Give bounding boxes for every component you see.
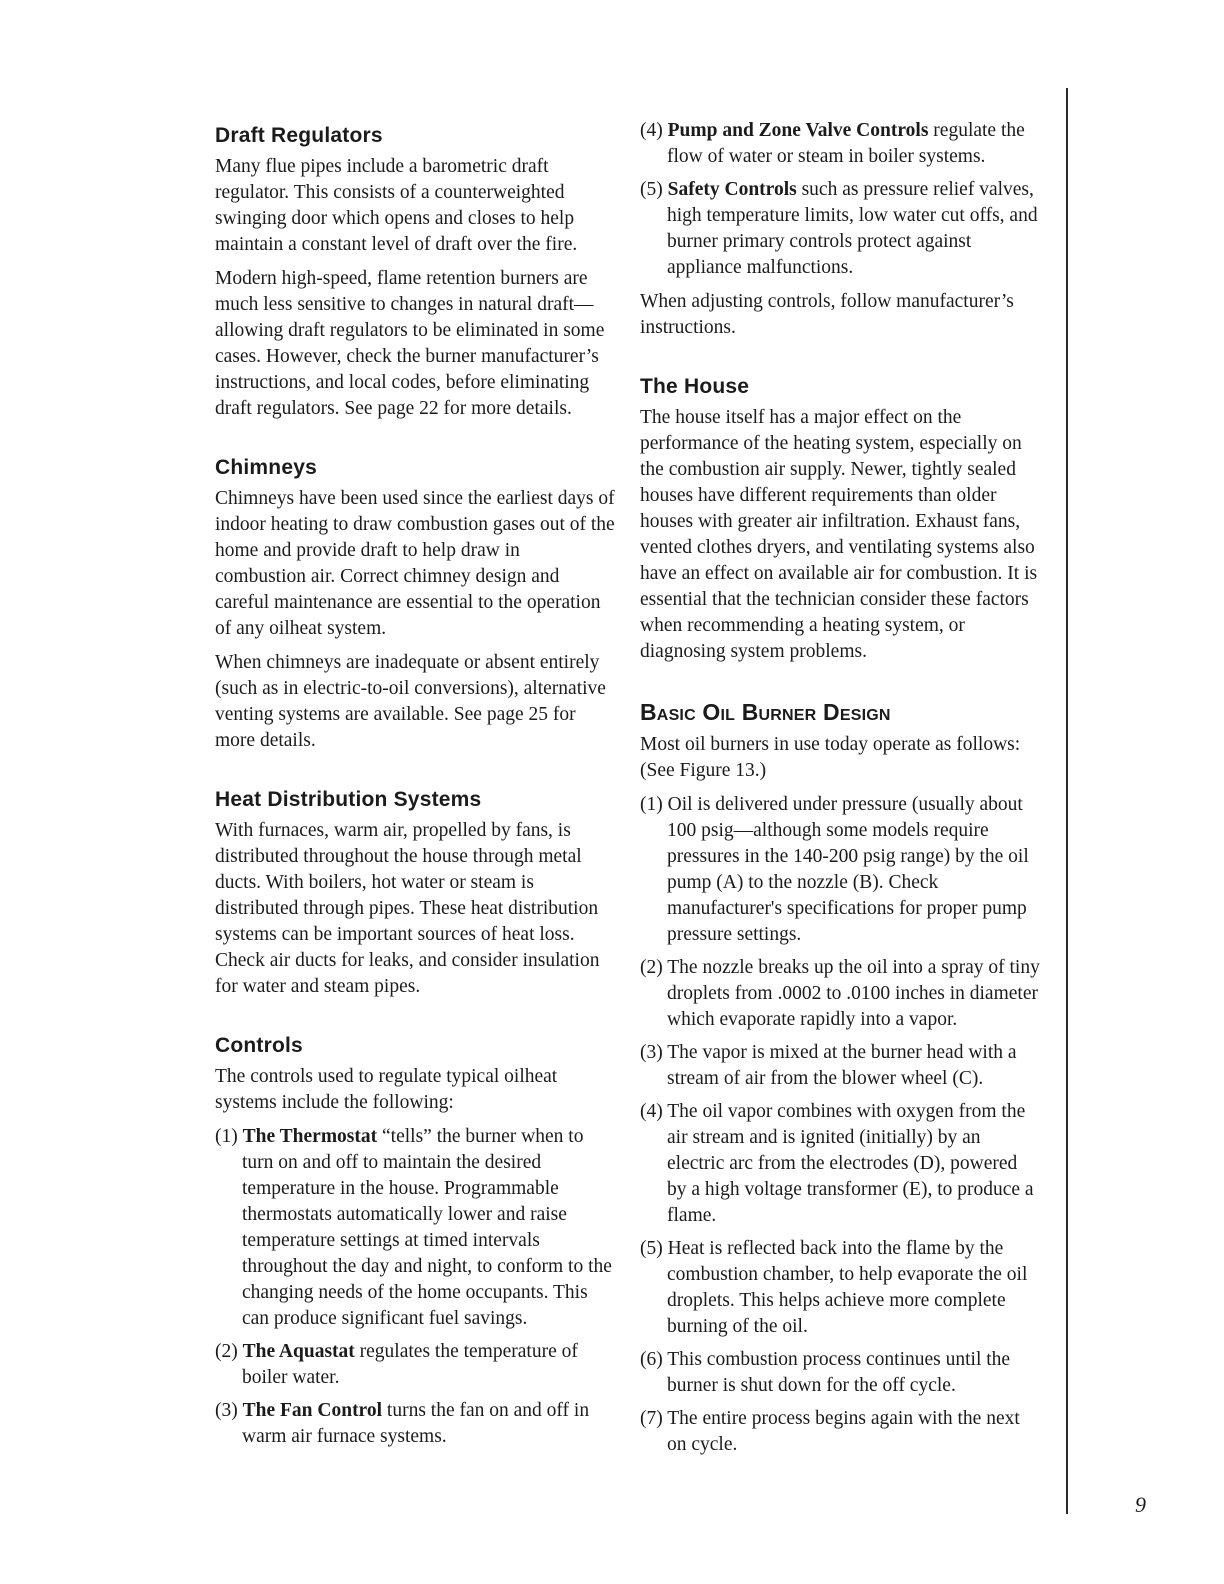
section-controls-continued: [640, 118, 1040, 341]
vertical-rule: [1066, 88, 1068, 1514]
list-item: (3) The Fan Control turns the fan on and off in warm air furnace systems.: [215, 1400, 590, 1447]
list-item: (7) The entire process begins again with the next on cycle.: [640, 1408, 1020, 1455]
heading-draft-regulators: Draft Regulators: [215, 124, 383, 147]
burner-steps-list: [640, 792, 1040, 1458]
paragraph: Many flue pipes include a barometric draft regulator. This consists of a counterweighted swinging door which opens and closes to help maintain a constant level of draft over the fire.: [215, 156, 578, 255]
paragraph: Most oil burners in use today operate as follows: (See Figure 13.): [640, 734, 1021, 781]
term: The Thermostat: [242, 1126, 378, 1147]
list-item: (3) The vapor is mixed at the burner head with a stream of air from the blower wheel (C).: [640, 1042, 1017, 1089]
heading-heat-distribution: Heat Distribution Systems: [215, 788, 482, 811]
section-chimneys: [215, 456, 615, 754]
term: The Aquastat: [242, 1341, 355, 1362]
heading-chimneys: Chimneys: [215, 456, 317, 479]
list-item: (1) The Thermostat “tells” the burner when to turn on and off to maintain the desired temperature in the house. Programmable thermostats automatically lower and raise temperature settings at timed intervals throughout the day and night, to conform to the changing needs of the home occupants. This can produce significant fuel savings.: [215, 1126, 612, 1329]
paragraph: Modern high-speed, flame retention burners are much less sensitive to changes in natural draft—allowing draft regulators to be eliminated in some cases. However, check the burner manufacturer’s instructions, and local codes, before eliminating draft regulators. See page 22 for more details.: [215, 268, 605, 419]
term: Safety Controls: [667, 179, 797, 200]
list-item: (6) This combustion process continues until the burner is shut down for the off cycle.: [640, 1349, 1011, 1396]
list-item: (2) The Aquastat regulates the temperature of boiler water.: [215, 1341, 578, 1388]
section-the-house: [640, 375, 1040, 665]
heading-basic-oil-burner-design: Basic Oil Burner Design: [640, 699, 891, 725]
heading-controls: Controls: [215, 1034, 303, 1057]
heading-the-house: The House: [640, 375, 750, 398]
term: Pump and Zone Valve Controls: [667, 120, 929, 141]
list-item: (1) Oil is delivered under pressure (usually about 100 psig—although some models require pressures in the 140-200 psig range) by the oil pump (A) to the nozzle (B). Check manufacturer's specifications for proper pump pressure settings.: [640, 794, 1029, 945]
section-draft-regulators: [215, 124, 615, 422]
list-item: (5) Heat is reflected back into the flame by the combustion chamber, to help evaporate the oil droplets. This helps achieve more complete burning of the oil.: [640, 1238, 1028, 1337]
term: The Fan Control: [242, 1400, 383, 1421]
right-column: [640, 118, 1040, 1492]
controls-list: [215, 1124, 615, 1450]
paragraph: With furnaces, warm air, propelled by fans, is distributed throughout the house through metal ducts. With boilers, hot water or steam is distributed through pipes. These heat distribution systems can be important sources of heat loss. Check air ducts for leaks, and consider insulation for water and steam pipes.: [215, 820, 600, 997]
list-item: (4) Pump and Zone Valve Controls regulate the flow of water or steam in boiler systems.: [640, 120, 1025, 167]
list-item: (2) The nozzle breaks up the oil into a spray of tiny droplets from .0002 to .0100 inches in diameter which evaporate rapidly into a vapor.: [640, 957, 1040, 1030]
paragraph: The controls used to regulate typical oilheat systems include the following:: [215, 1066, 558, 1113]
section-controls: [215, 1034, 615, 1450]
section-heat-distribution: [215, 788, 615, 1000]
left-column: [215, 118, 615, 1484]
section-basic-oil-burner-design: [640, 699, 1040, 1458]
paragraph: The house itself has a major effect on the performance of the heating system, especially on the combustion air supply. Newer, tightly sealed houses have different requirements than older houses with greater air infiltration. Exhaust fans, vented clothes dryers, and ventilating systems also have an effect on available air for combustion. It is essential that the technician consider these factors when recommending a heating system, or diagnosing system problems.: [640, 407, 1038, 662]
paragraph: When adjusting controls, follow manufacturer’s instructions.: [640, 291, 1014, 338]
paragraph: Chimneys have been used since the earliest days of indoor heating to draw combustion gases out of the home and provide draft to help draw in combustion air. Correct chimney design and careful maintenance are essential to the operation of any oilheat system.: [215, 488, 615, 639]
list-item: (4) The oil vapor combines with oxygen from the air stream and is ignited (initially) by an electric arc from the electrodes (D), powered by a high voltage transformer (E), to produce a flame.: [640, 1101, 1034, 1226]
page-number: 9: [1135, 1492, 1146, 1517]
list-item: (5) Safety Controls such as pressure relief valves, high temperature limits, low water cut offs, and burner primary controls protect against appliance malfunctions.: [640, 179, 1038, 278]
controls-list-continued: [640, 118, 1040, 281]
paragraph: When chimneys are inadequate or absent entirely (such as in electric-to-oil conversions), alternative venting systems are available. See page 25 for more details.: [215, 652, 606, 751]
